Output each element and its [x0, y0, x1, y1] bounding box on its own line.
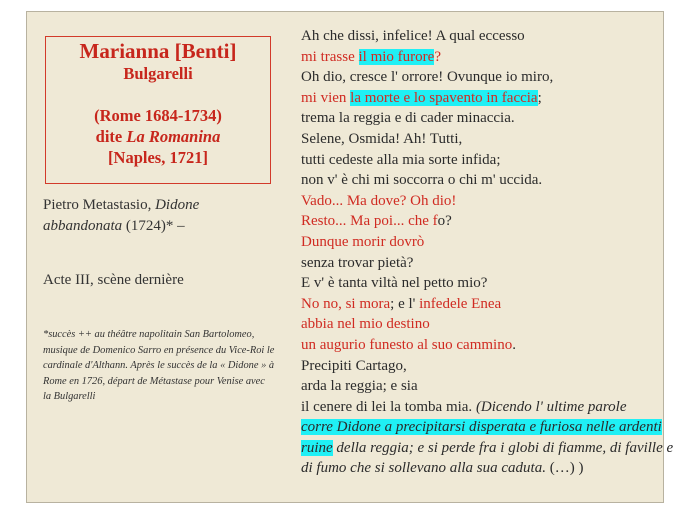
singer-nickname: dite La Romanina — [95, 127, 221, 146]
poem-line: abbia nel mio destino — [301, 316, 430, 333]
poem-line: Vado... Ma dove? Oh dio! — [301, 192, 457, 209]
poem-line: corre Didone a precipitarsi disperata e furiosa nelle ardenti — [301, 419, 662, 436]
singer-dates: (Rome 1684-1734) — [94, 106, 222, 125]
poem-line: arda la reggia; e sia — [301, 378, 418, 395]
poem-text — [301, 26, 674, 479]
singer-name: Marianna [Benti] — [79, 39, 237, 63]
poem-line: un augurio funesto al suo cammino. — [301, 336, 516, 353]
poem-line: Resto... Ma poi... che fo? — [301, 213, 452, 230]
poem-line: Oh dio, cresce l' orrore! Ovunque io miro, — [301, 69, 554, 86]
poem-line: di fumo che si sollevano alla sua caduta. (…) ) — [301, 460, 584, 477]
work-reference: Pietro Metastasio, Didone abbandonata (1724)* – — [43, 197, 200, 234]
poem-line: Ah che dissi, infelice! A qual eccesso — [301, 28, 525, 44]
poem-line: Selene, Osmida! Ah! Tutti, — [301, 130, 463, 147]
act-label: Acte III, scène dernière — [43, 272, 184, 288]
poem-line: No no, si mora; e l' infedele Enea — [301, 295, 502, 312]
poem-line: trema la reggia e di cader minaccia. — [301, 110, 515, 127]
poem-line: mi trasse il mio furore? — [301, 48, 441, 65]
poem-line: non v' è chi mi soccorra o chi m' uccida. — [301, 172, 543, 189]
singer-surname: Bulgarelli — [123, 64, 193, 83]
poem-line: tutti cedeste alla mia sorte infida; — [301, 151, 501, 168]
poem-line: E v' è tanta viltà nel petto mio? — [301, 275, 488, 292]
poem-line: Precipiti Cartago, — [301, 357, 407, 374]
title-box — [45, 36, 271, 184]
poem-line: Dunque morir dovrò — [301, 233, 425, 250]
poem-line: il cenere di lei la tomba mia. (Dicendo l' ultime parole — [301, 398, 627, 415]
slide — [26, 11, 674, 503]
poem-line: senza trovar pietà? — [301, 254, 414, 271]
poem-line: mi vien la morte e lo spavento in faccia; — [301, 89, 542, 106]
poem-line: ruine della reggia; e si perde fra i globi di fiamme, di faville e — [301, 439, 674, 456]
singer-naples: [Naples, 1721] — [108, 148, 208, 167]
footnote: *succès ++ au théâtre napolitain San Bartolomeo, musique de Domenico Sarro en présence du Vice-Roi le cardinale d'Althann. Après le succès de la « Didone » à Rome en 1726, départ de Métastase pour Venise avec la Bulgarelli — [43, 329, 275, 402]
